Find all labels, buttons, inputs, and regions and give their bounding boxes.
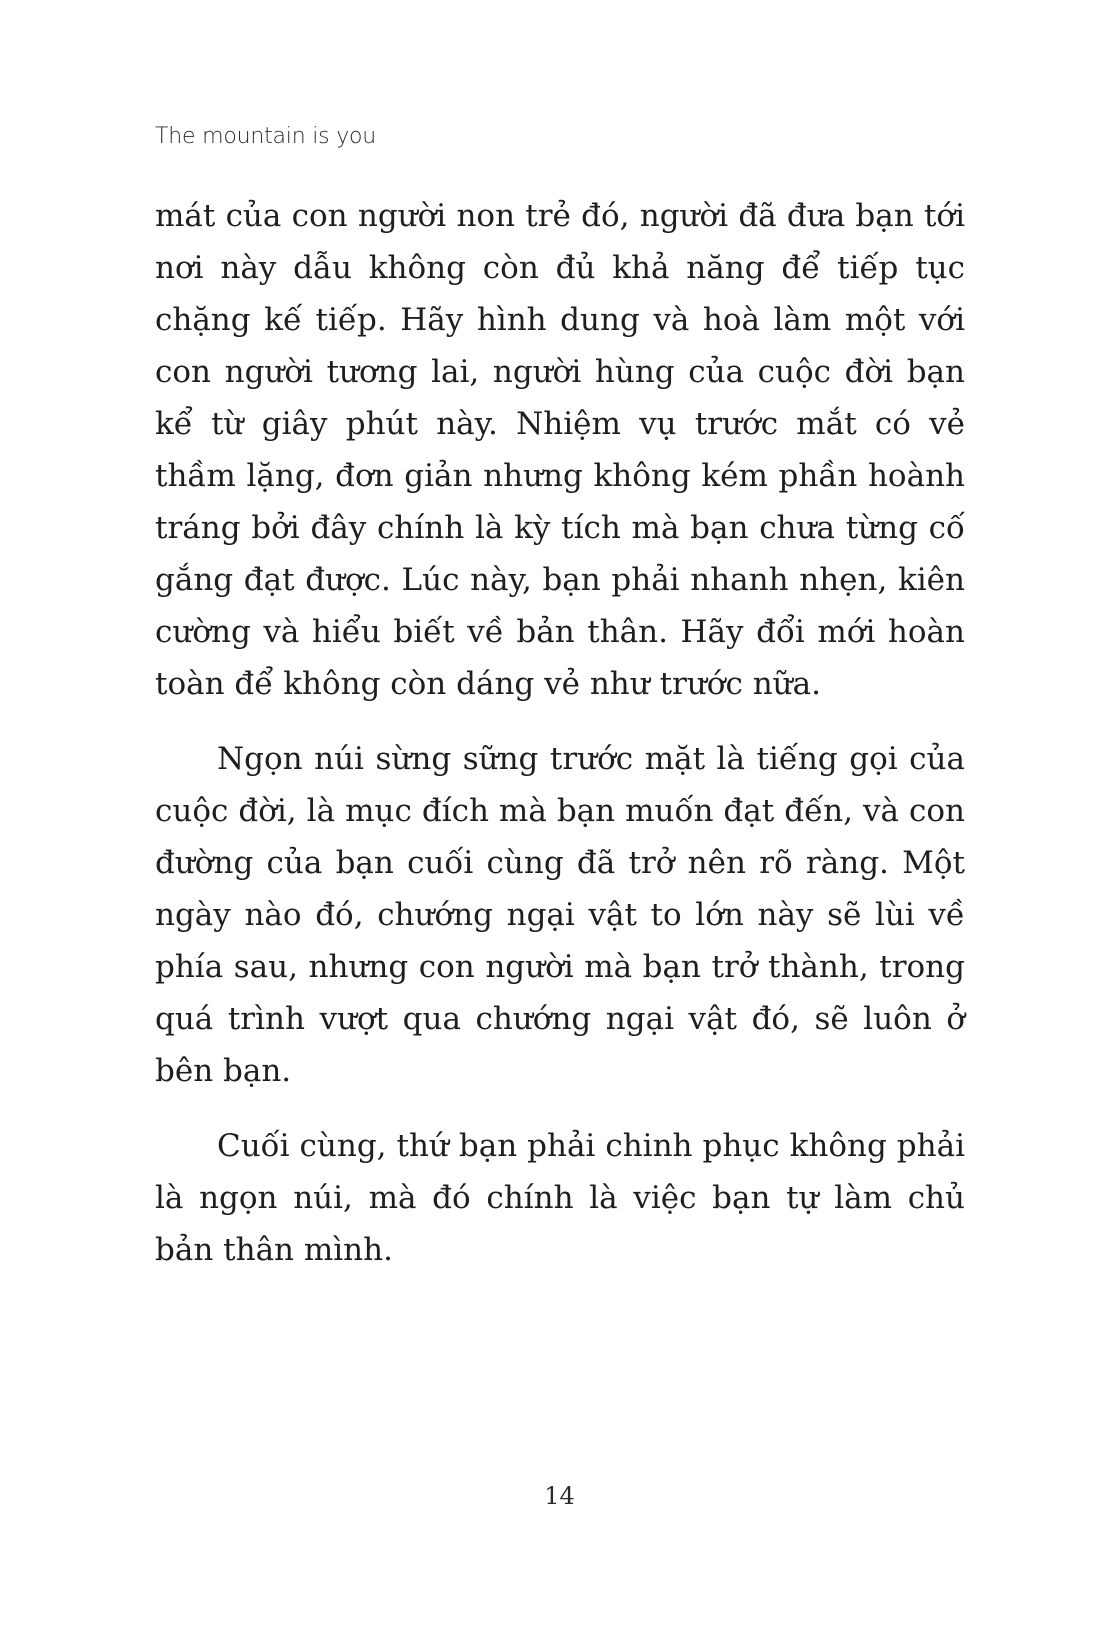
paragraph-1: mát của con người non trẻ đó, người đã đưa bạn tới nơi này dẫu không còn đủ khả năng để tiếp tục chặng kế tiếp. Hãy hình dung và hoà làm một với con người tương lai, người hùng của cuộc đời bạn kể từ giây phút này. Nhiệm vụ trước mắt có vẻ thầm lặng, đơn giản nhưng không kém phần hoành tráng bởi đây chính là kỳ tích mà bạn chưa từng cố gắng đạt được. Lúc này, bạn phải nhanh nhẹn, kiên cường và hiểu biết về bản thân. Hãy đổi mới hoàn toàn để không còn dáng vẻ như trước nữa.	[155, 198, 965, 702]
paragraph-2: Ngọn núi sừng sững trước mặt là tiếng gọi của cuộc đời, là mục đích mà bạn muốn đạt đến, và con đường của bạn cuối cùng đã trở nên rõ ràng. Một ngày nào đó, chướng ngại vật to lớn này sẽ lùi về phía sau, nhưng con người mà bạn trở thành, trong quá trình vượt qua chướng ngại vật đó, sẽ luôn ở bên bạn.	[155, 741, 965, 1089]
running-header-title: The mountain is you	[155, 124, 377, 149]
paragraph-3: Cuối cùng, thứ bạn phải chinh phục không phải là ngọn núi, mà đó chính là việc bạn tự làm chủ bản thân mình.	[155, 1128, 965, 1268]
page-number: 14	[544, 1482, 575, 1510]
body-text	[155, 190, 965, 1299]
